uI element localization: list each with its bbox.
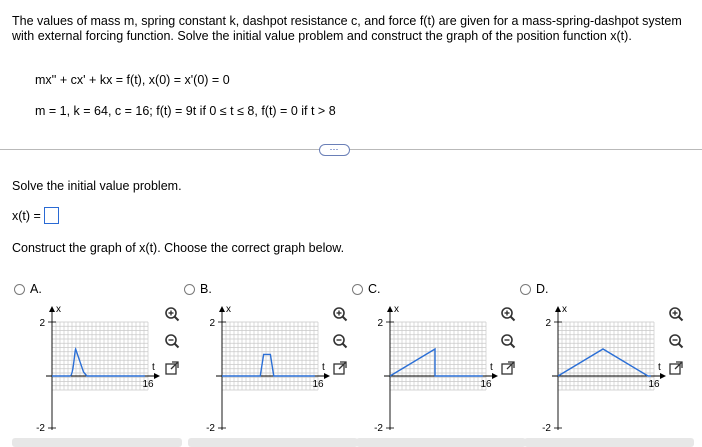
y-axis-label: x — [562, 304, 567, 315]
graph-tools — [668, 306, 686, 387]
expand-icon[interactable] — [332, 360, 348, 376]
option-label: B. — [200, 282, 212, 296]
scroll-bar[interactable] — [356, 438, 526, 447]
x-axis-label: t — [490, 362, 493, 373]
section-divider — [0, 149, 702, 150]
parameters: m = 1, k = 64, c = 16; f(t) = 9t if 0 ≤ t ≤ 8, f(t) = 0 if t > 8 — [35, 104, 336, 118]
scroll-bar[interactable] — [524, 438, 694, 447]
part2-instruction: Construct the graph of x(t). Choose the correct graph below. — [12, 241, 345, 255]
answer-input[interactable] — [44, 207, 59, 224]
x-axis-arrow — [492, 373, 498, 379]
graph-option-a — [24, 304, 164, 434]
curve — [52, 349, 145, 376]
expand-icon[interactable] — [500, 360, 516, 376]
option-label: D. — [536, 282, 549, 296]
zoom-in-icon[interactable] — [332, 306, 348, 322]
curve — [390, 349, 483, 376]
zoom-in-icon[interactable] — [668, 306, 684, 322]
x-axis-arrow — [324, 373, 330, 379]
graph-tools — [500, 306, 518, 387]
expand-icon[interactable] — [668, 360, 684, 376]
y-min-label: -2 — [36, 423, 45, 434]
y-min-label: -2 — [374, 423, 383, 434]
x-axis-arrow — [154, 373, 160, 379]
scroll-bar[interactable] — [188, 438, 358, 447]
y-axis-arrow — [555, 306, 561, 312]
y-max-label: 2 — [39, 318, 45, 329]
option-a[interactable] — [14, 282, 42, 296]
y-max-label: 2 — [377, 318, 383, 329]
y-max-label: 2 — [545, 318, 551, 329]
option-b[interactable] — [184, 282, 212, 296]
question-text: The values of mass m, spring constant k, dashpot resistance c, and force f(t) are given for a mass-spring-dashpot system with external forcing function. Solve the initial value problem and construct the graph of the position function x(t). — [12, 14, 682, 43]
y-axis-label: x — [226, 304, 231, 315]
y-axis-arrow — [219, 306, 225, 312]
option-d[interactable] — [520, 282, 549, 296]
y-max-label: 2 — [209, 318, 215, 329]
graph-option-b — [194, 304, 334, 434]
y-min-label: -2 — [206, 423, 215, 434]
x-tick-label: 16 — [480, 379, 492, 390]
curve — [558, 349, 651, 376]
y-axis-arrow — [387, 306, 393, 312]
expand-icon[interactable] — [164, 360, 180, 376]
graph-option-c — [362, 304, 502, 434]
option-label: A. — [30, 282, 42, 296]
radio-button[interactable] — [14, 284, 25, 295]
y-axis-label: x — [56, 304, 61, 315]
x-axis-label: t — [658, 362, 661, 373]
radio-button[interactable] — [184, 284, 195, 295]
x-axis-label: t — [152, 362, 155, 373]
scroll-bar[interactable] — [12, 438, 182, 447]
y-axis-arrow — [49, 306, 55, 312]
answer-label: x(t) = — [12, 208, 41, 223]
radio-button[interactable] — [520, 284, 531, 295]
part1-instruction: Solve the initial value problem. — [12, 179, 182, 193]
x-tick-label: 16 — [142, 379, 154, 390]
radio-button[interactable] — [352, 284, 363, 295]
zoom-in-icon[interactable] — [500, 306, 516, 322]
x-axis-arrow — [660, 373, 666, 379]
option-c[interactable] — [352, 282, 381, 296]
zoom-out-icon[interactable] — [164, 333, 180, 349]
expand-more-button[interactable]: ⋯ — [319, 144, 350, 156]
x-tick-label: 16 — [312, 379, 324, 390]
x-axis-label: t — [322, 362, 325, 373]
graph-option-d — [530, 304, 670, 434]
option-label: C. — [368, 282, 381, 296]
y-min-label: -2 — [542, 423, 551, 434]
graph-tools — [332, 306, 350, 387]
differential-equation: mx'' + cx' + kx = f(t), x(0) = x'(0) = 0 — [35, 73, 230, 87]
zoom-out-icon[interactable] — [332, 333, 348, 349]
answer-row — [12, 207, 59, 224]
x-tick-label: 16 — [648, 379, 660, 390]
zoom-out-icon[interactable] — [500, 333, 516, 349]
zoom-in-icon[interactable] — [164, 306, 180, 322]
zoom-out-icon[interactable] — [668, 333, 684, 349]
y-axis-label: x — [394, 304, 399, 315]
graph-tools — [164, 306, 182, 387]
